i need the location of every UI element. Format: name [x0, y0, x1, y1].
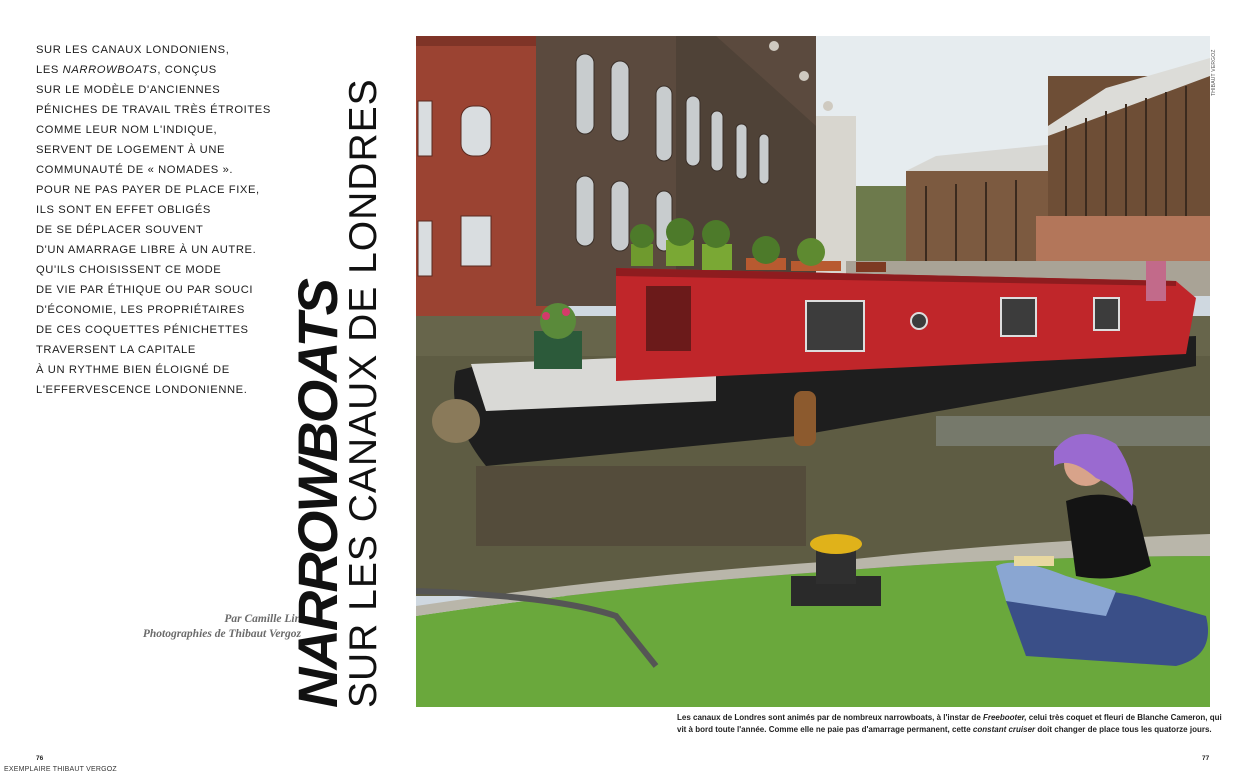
intro-line: POUR NE PAS PAYER DE PLACE FIXE,: [36, 184, 260, 196]
intro-line: COMMUNAUTÉ DE « NOMADES ».: [36, 164, 234, 176]
intro-line: DE VIE PAR ÉTHIQUE OU PAR SOUCI: [36, 284, 254, 296]
intro-line: TRAVERSENT LA CAPITALE: [36, 344, 196, 356]
intro-line: PÉNICHES DE TRAVAIL TRÈS ÉTROITES: [36, 104, 271, 116]
canal-photo: [416, 36, 1210, 707]
bollard-top: [810, 534, 862, 554]
photo-caption: Les canaux de Londres sont animés par de nombreux narrowboats, à l'instar de Freebooter, celui très coquet et fleuri de Blanche Cameron, qui vit à bord toute l'année. Comme elle ne paie pas d'amarrage permanent, cette constant cruiser doit changer de place tous les quatorze jours.: [677, 713, 1222, 734]
intro-line: D'ÉCONOMIE, LES PROPRIÉTAIRES: [36, 304, 245, 316]
byline-author: Par Camille Lin: [224, 613, 301, 625]
article-title: [286, 36, 392, 708]
intro-line: L'EFFERVESCENCE LONDONIENNE.: [36, 384, 248, 396]
intro-text: [36, 40, 276, 400]
intro-line: SUR LE MODÈLE D'ANCIENNES: [36, 84, 221, 96]
intro-line: DE SE DÉPLACER SOUVENT: [36, 224, 204, 236]
title-main: NARROWBOATS: [286, 279, 349, 708]
watermark: EXEMPLAIRE THIBAUT VERGOZ: [4, 766, 117, 773]
intro-line: SERVENT DE LOGEMENT À UNE: [36, 144, 226, 156]
rope-fender: [432, 399, 480, 443]
intro-line: SUR LES CANAUX LONDONIENS,: [36, 44, 230, 56]
intro-line: QU'ILS CHOISISSENT CE MODE: [36, 264, 222, 276]
modern-building-1: [906, 171, 1056, 261]
page-number-right: 77: [1202, 755, 1210, 762]
intro-line: LES NARROWBOATS, CONÇUS: [36, 64, 217, 76]
intro-line: D'UN AMARRAGE LIBRE À UN AUTRE.: [36, 244, 257, 256]
intro-line: À UN RYTHME BIEN ÉLOIGNÉ DE: [36, 364, 230, 376]
intro-line: ILS SONT EN EFFET OBLIGÉS: [36, 204, 211, 216]
byline-photographer: Photographies de Thibaut Vergoz: [142, 628, 301, 640]
title-sub: SUR LES CANAUX DE LONDRES: [342, 78, 385, 708]
byline: [143, 612, 301, 642]
intro-line: DE CES COQUETTES PÉNICHETTES: [36, 324, 249, 336]
photo-credit: THIBAUT VERGOZ: [1211, 49, 1217, 96]
page-number-left: 76: [36, 755, 44, 762]
intro-line: COMME LEUR NOM L'INDIQUE,: [36, 124, 218, 136]
